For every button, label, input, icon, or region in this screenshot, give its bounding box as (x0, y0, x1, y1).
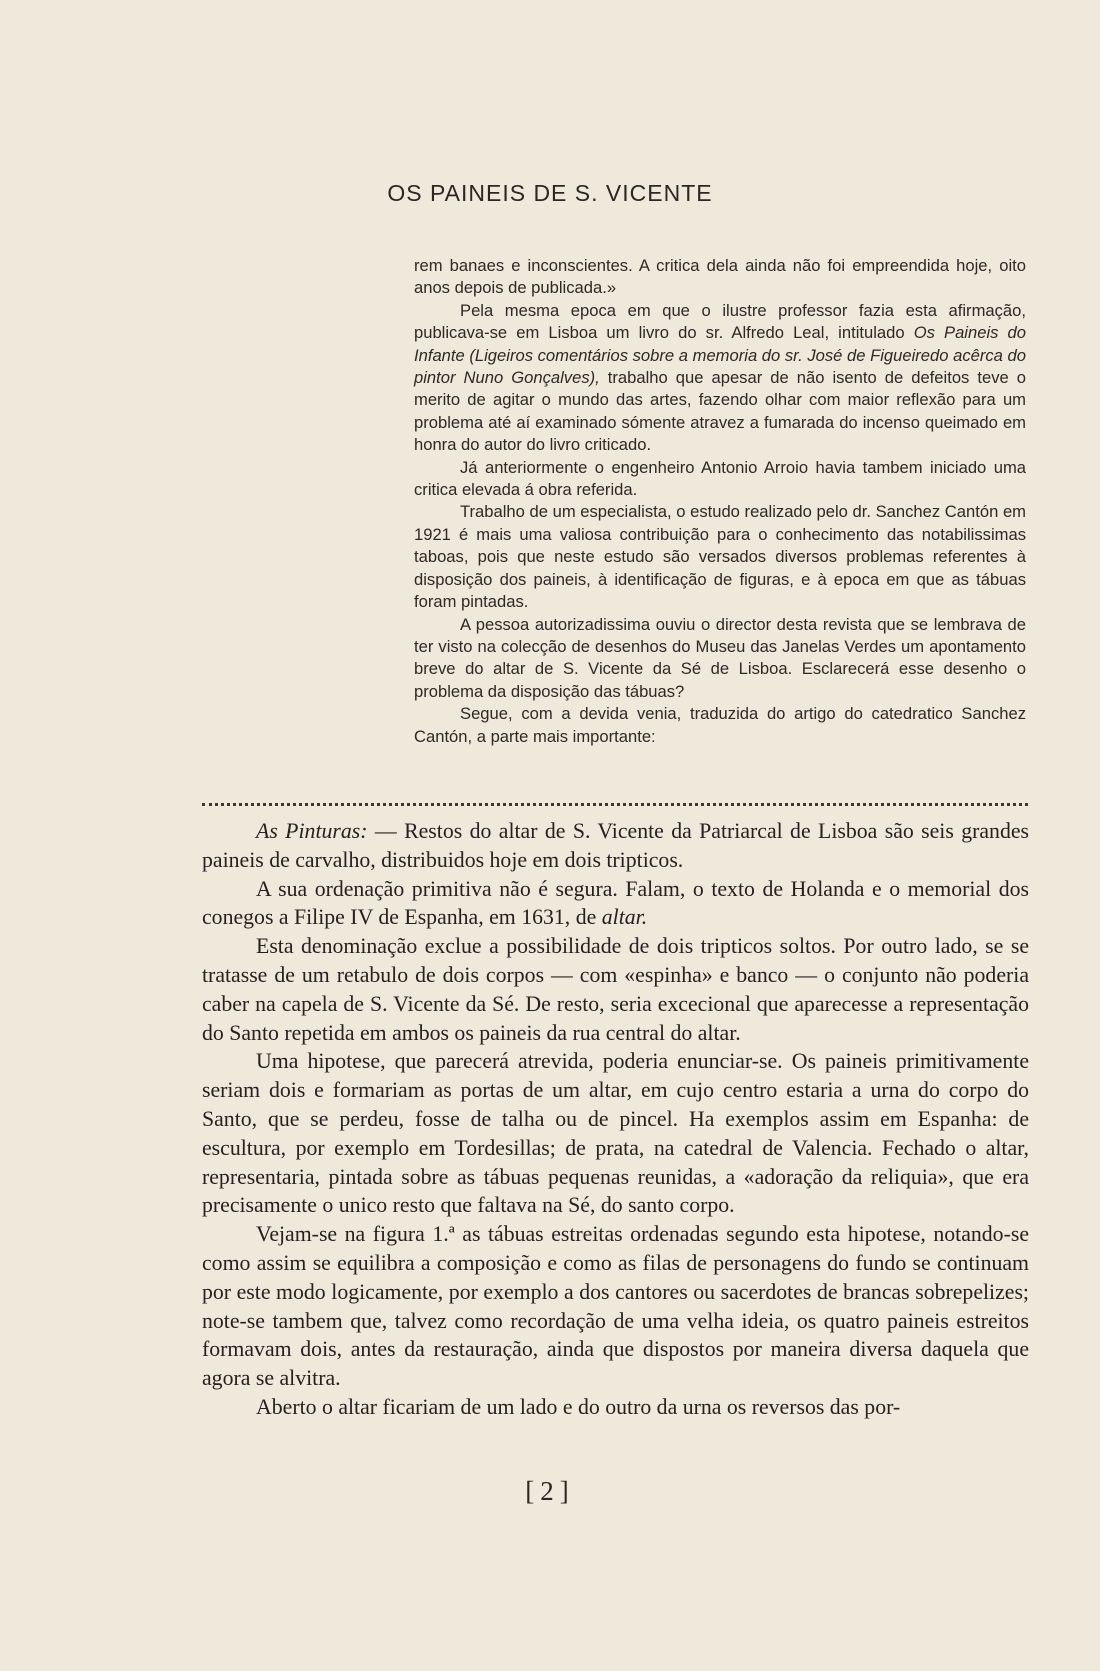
lower-text-column (202, 817, 1029, 1422)
page-number: [2] (525, 1476, 575, 1506)
paragraph (202, 817, 1029, 875)
paragraph: Vejam-se na figura 1.ª as tábuas estreitas ordenadas segundo esta hipotese, notando-se como assim se equilibra a composição e como as filas de personagens do fundo se continuam por este modo logicamente, por exemplo a dos cantores ou sacerdotes de brancas sobrepelizes; note-se tambem que, talvez como recordação de uma velha ideia, os quatro paineis estreitos formavam dois, antes da restauração, ainda que dispostos por maneira diversa daquela que agora se alvitra. (202, 1222, 1029, 1391)
paragraph (202, 875, 1029, 933)
paragraph: Uma hipotese, que parecerá atrevida, poderia enunciar-se. Os paineis primitivamente seriam dois e formariam as portas de um altar, em cujo centro estaria a urna do corpo do Santo, que se perdeu, fosse de talha ou de pincel. Ha exemplos assim em Espanha: de escultura, por exemplo em Tordesillas; de prata, na catedral de Valencia. Fechado o altar, representaria, pintada sobre as tábuas pequenas reunidas, a «adoração da reliquia», que era precisamente o unico resto que faltava na Sé, do santo corpo. (202, 1049, 1029, 1218)
upper-text-column (414, 255, 1026, 748)
paragraph: Aberto o altar ficariam de um lado e do outro da urna os reversos das por- (256, 1394, 901, 1419)
paragraph: Já anteriormente o engenheiro Antonio Arroio havia tambem iniciado uma critica elevada á obra referida. (414, 457, 1026, 500)
text-run: A sua ordenação primitiva não é segura. Falam, o texto de Holanda e o memorial dos conegos a Filipe IV de Espanha, em 1631, de (202, 876, 1029, 930)
paragraph (414, 300, 1026, 457)
emphasis: altar. (601, 905, 648, 930)
section-lead: As Pinturas: (256, 819, 368, 843)
paragraph: Esta denominação exclue a possibilidade de dois tripticos soltos. Por outro lado, se se tratasse de um retabulo de dois corpos — com «espinha» e banco — o conjunto não poderia caber na capela de S. Vicente da Sé. De resto, seria excecional que aparecesse a representação do Santo repetida em ambos os paineis da rua central do altar. (202, 934, 1029, 1045)
paragraph: A pessoa autorizadissima ouviu o director desta revista que se lembrava de ter visto na colecção de desenhos do Museu das Janelas Verdes um apontamento breve do altar de S. Vicente da Sé de Lisboa. Esclarecerá esse desenho o problema da disposição das tábuas? (414, 614, 1026, 701)
text-run: Pela mesma epoca em que o ilustre professor fazia esta afirmação, publicava-se em Lisboa um livro do sr. Alfredo Leal, intitulado (414, 300, 1026, 343)
paragraph: rem banaes e inconscientes. A critica dela ainda não foi empreendida hoje, oito anos depois de publicada.» (414, 256, 1026, 298)
paragraph: Segue, com a devida venia, traduzida do artigo do catedratico Sanchez Cantón, a parte mais importante: (414, 704, 1026, 746)
running-header: OS PAINEIS DE S. VICENTE (387, 180, 713, 206)
book-title: Os Paineis do Infante (Ligeiros comentários sobre a memoria do sr. José de Figueiredo acêrca do pintor Nuno Gonçalves), (414, 323, 1027, 388)
paragraph: Trabalho de um especialista, o estudo realizado pelo dr. Sanchez Cantón em 1921 é mais uma valiosa contribuição para o conhecimento das notabilissimas taboas, pois que neste estudo são versados diversos problemas referentes à disposição dos paineis, à identificação de figuras, e à epoca em que as tábuas foram pintadas. (414, 502, 1026, 612)
dotted-separator (202, 803, 1028, 806)
text-run: trabalho que apesar de não isento de defeitos teve o merito de agitar o mundo das artes, fazendo olhar com maior reflexão para um problema até aí examinado sómente atravez a fumarada do incenso queimado em honra do autor do livro criticado. (414, 368, 1026, 455)
text-run: — Restos do altar de S. Vicente da Patriarcal de Lisboa são seis grandes paineis de carvalho, distribuidos hoje em dois tripticos. (202, 819, 1030, 872)
